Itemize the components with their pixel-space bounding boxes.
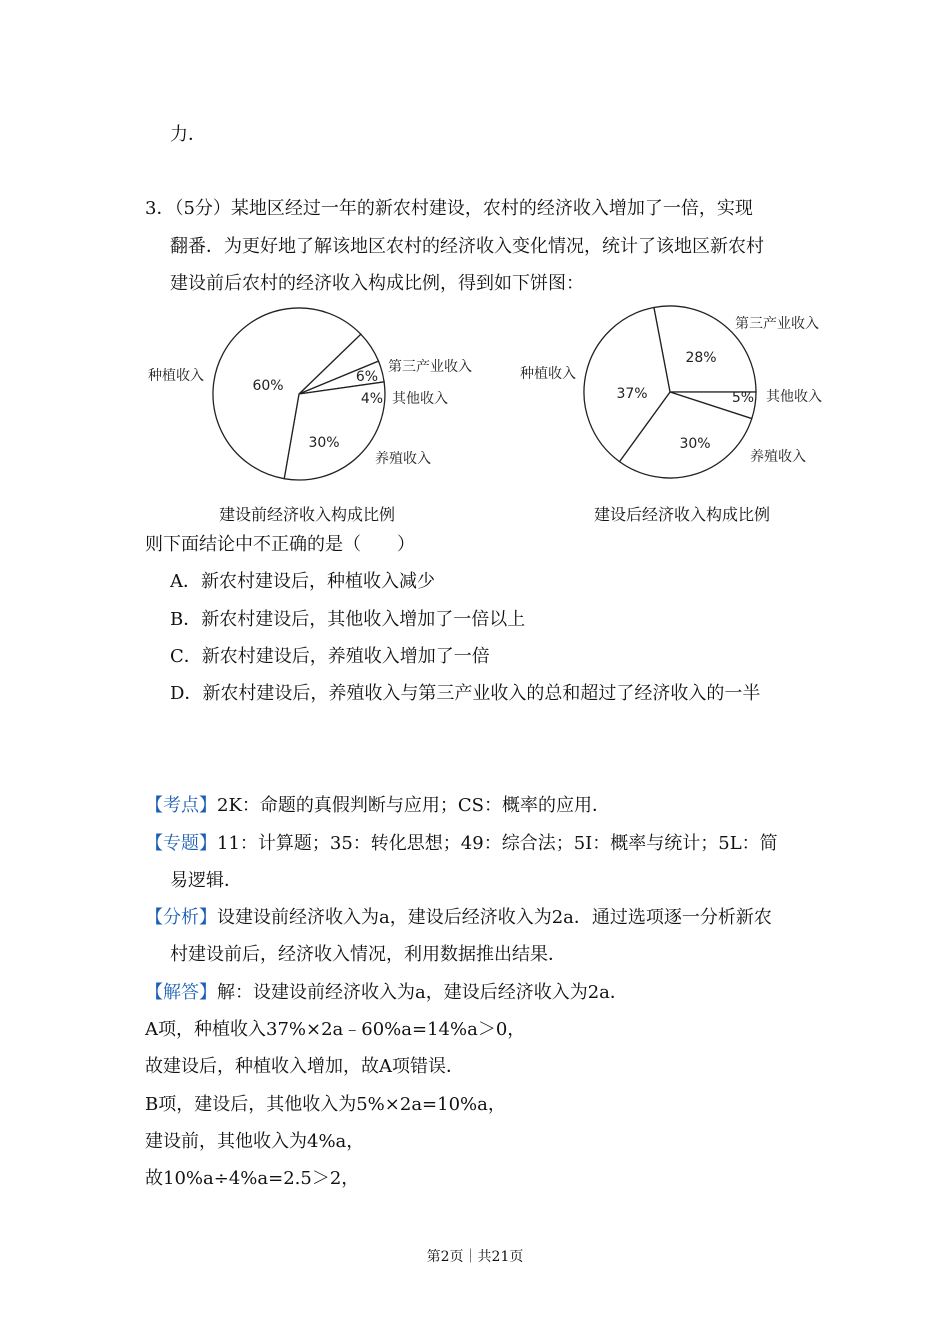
zhuanti-line xyxy=(145,832,778,856)
pie-category-label: 第三产业收入 xyxy=(388,359,472,375)
pie-title: 建设前经济收入构成比例 xyxy=(218,505,396,524)
question-score: （5分） xyxy=(174,198,231,219)
solution-line-3: B项，建设后，其他收入为5%×2a=10%a， xyxy=(145,1094,506,1115)
pie-category-label: 种植收入 xyxy=(148,368,204,384)
pie-category-label: 种植收入 xyxy=(520,366,576,382)
option-d[interactable] xyxy=(170,682,760,706)
option-text: 新农村建设后，养殖收入与第三产业收入的总和超过了经济收入的一半 xyxy=(202,683,761,704)
kaodian-line xyxy=(145,794,610,818)
option-a[interactable] xyxy=(170,570,435,594)
pie-value-label: 37% xyxy=(616,386,648,402)
option-text: 新农村建设后，种植收入减少 xyxy=(201,571,435,592)
option-c[interactable] xyxy=(170,645,490,669)
solution-line-4: 建设前，其他收入为4%a， xyxy=(145,1131,365,1152)
pie-value-label: 30% xyxy=(679,436,711,452)
pie-category-label: 其他收入 xyxy=(392,391,448,407)
pie-value-label: 4% xyxy=(360,391,384,407)
previous-answer-end: 力． xyxy=(170,124,206,145)
question-number: 3． xyxy=(145,198,175,219)
pie-chart-after xyxy=(520,306,822,524)
page-footer: 第2页｜共21页 xyxy=(426,1249,524,1265)
kaodian-text: 2K：命题的真假判断与应用；CS：概率的应用． xyxy=(217,795,611,816)
solution-line-5: 故10%a÷4%a=2.5＞2， xyxy=(145,1168,360,1189)
pie-category-label: 其他收入 xyxy=(766,389,822,405)
jieda-line xyxy=(145,981,628,1005)
kaodian-tag: 【考点】 xyxy=(145,795,217,816)
jieda-text: 解：设建设前经济收入为a，建设后经济收入为2a． xyxy=(217,982,628,1003)
option-text: 新农村建设后，其他收入增加了一倍以上 xyxy=(201,609,526,630)
pie-value-label: 5% xyxy=(731,390,755,406)
pie-chart-before xyxy=(148,308,472,524)
zhuanti-text: 11：计算题；35：转化思想；49：综合法；5I：概率与统计；5L：简 xyxy=(217,833,778,854)
pie-category-label: 养殖收入 xyxy=(375,451,431,467)
option-letter: C． xyxy=(170,646,202,667)
pie-charts-figure xyxy=(0,300,950,540)
fenxi-line xyxy=(145,906,772,930)
pie-value-label: 28% xyxy=(685,350,717,366)
solution-line-1: A项，种植收入37%×2a﹣60%a=14%a＞0， xyxy=(145,1019,526,1040)
fenxi-tag: 【分析】 xyxy=(145,907,217,928)
fenxi-line-2: 村建设前后，经济收入情况，利用数据推出结果． xyxy=(170,944,566,965)
option-b[interactable] xyxy=(170,608,525,632)
pie-category-label: 第三产业收入 xyxy=(735,316,819,332)
solution-line-2: 故建设后，种植收入增加，故A项错误． xyxy=(145,1056,464,1077)
option-letter: A． xyxy=(170,571,201,592)
pie-value-label: 30% xyxy=(308,435,340,451)
option-letter: B． xyxy=(170,609,202,630)
question-stem: 则下面结论中不正确的是（ ） xyxy=(145,534,415,555)
question-line-2: 翻番．为更好地了解该地区农村的经济收入变化情况，统计了该地区新农村 xyxy=(170,236,764,257)
pie-title: 建设后经济收入构成比例 xyxy=(593,505,771,524)
pie-value-label: 60% xyxy=(252,378,284,394)
jieda-tag: 【解答】 xyxy=(145,982,217,1003)
option-letter: D． xyxy=(170,683,203,704)
question-text-1: 某地区经过一年的新农村建设，农村的经济收入增加了一倍，实现 xyxy=(230,198,753,219)
pie-category-label: 养殖收入 xyxy=(750,449,806,465)
question-line-3: 建设前后农村的经济收入构成比例，得到如下饼图： xyxy=(170,273,584,294)
question-line-1 xyxy=(145,197,753,221)
zhuanti-tag: 【专题】 xyxy=(145,833,217,854)
fenxi-text: 设建设前经济收入为a，建设后经济收入为2a．通过选项逐一分析新农 xyxy=(217,907,772,928)
pie-value-label: 6% xyxy=(355,369,379,385)
option-text: 新农村建设后，养殖收入增加了一倍 xyxy=(201,646,490,667)
zhuanti-line-2: 易逻辑． xyxy=(170,870,242,891)
